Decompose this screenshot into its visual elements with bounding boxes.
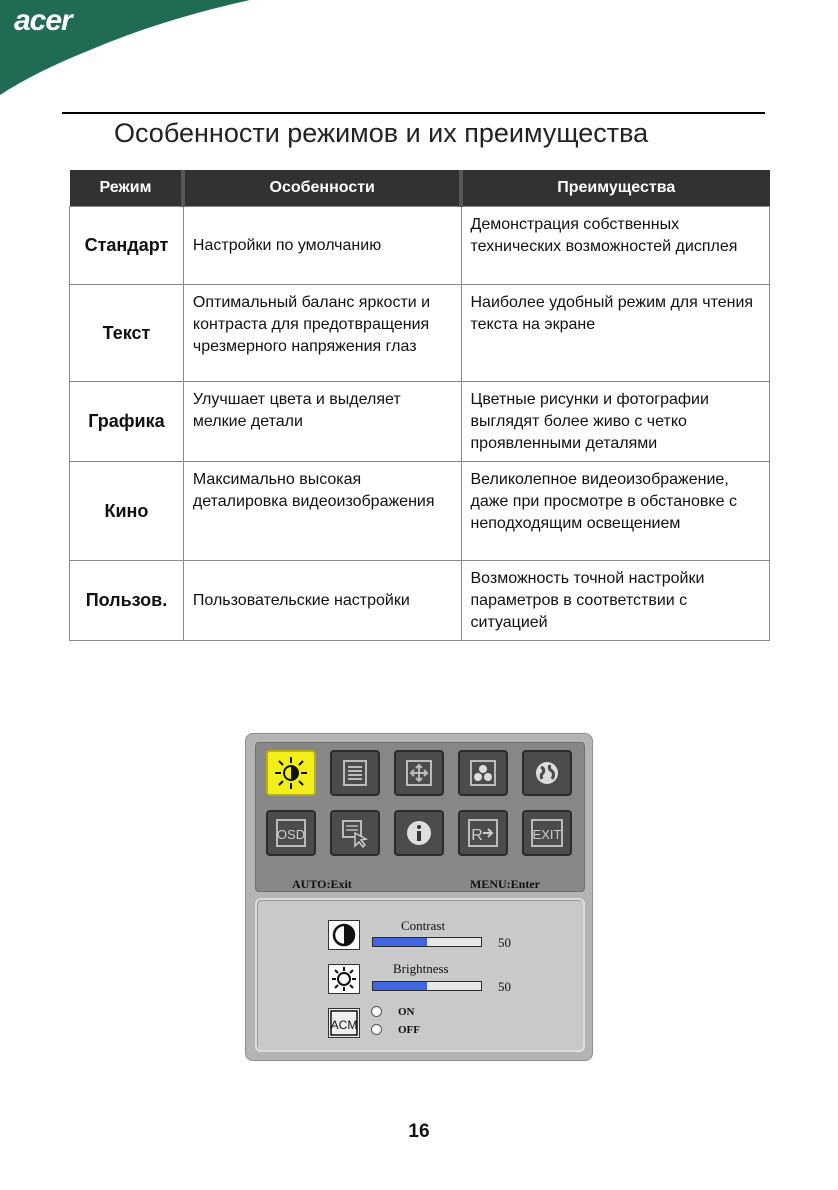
brightness-label: Brightness xyxy=(393,961,449,976)
osd-menu xyxy=(245,733,593,1061)
mode-cell: Стандарт xyxy=(70,206,184,284)
mode-cell: Текст xyxy=(70,284,184,381)
feature-cell: Настройки по умолчанию xyxy=(183,206,461,284)
benefit-cell: Цветные рисунки и фотографии выглядят более живо с четко проявленными деталями xyxy=(461,381,770,461)
mode-cell: Кино xyxy=(70,461,184,560)
contrast-label: Contrast xyxy=(401,918,446,933)
acm-icon xyxy=(328,1008,360,1038)
reset-tile-label: R xyxy=(471,827,483,844)
header-rule xyxy=(62,112,765,114)
color-icon[interactable] xyxy=(458,750,508,796)
position-icon[interactable] xyxy=(394,750,444,796)
table-row xyxy=(70,206,770,284)
osd-tile-grid xyxy=(255,742,585,892)
mode-cell: Графика xyxy=(70,381,184,461)
information-icon[interactable] xyxy=(394,810,444,856)
brightness-icon[interactable] xyxy=(266,750,316,796)
acm-label: ACM xyxy=(330,1018,358,1032)
page-heading: Особенности режимов и их преимущества xyxy=(114,118,649,148)
brightness-small-icon xyxy=(328,964,360,994)
reset-icon[interactable] xyxy=(458,810,508,856)
acm-on-label: ON xyxy=(398,1006,415,1018)
osd-controls-panel xyxy=(255,898,585,1052)
table-row xyxy=(70,381,770,461)
language-icon[interactable] xyxy=(522,750,572,796)
auto-exit-hint: AUTO:Exit xyxy=(292,877,352,891)
feature-cell: Улучшает цвета и выделяет мелкие детали xyxy=(183,381,461,461)
header-mode: Режим xyxy=(70,170,184,206)
acer-logo: acer xyxy=(14,4,72,37)
benefit-cell: Демонстрация собственных технических возможностей дисплея xyxy=(461,206,770,284)
brightness-value: 50 xyxy=(498,979,511,994)
brightness-slider[interactable] xyxy=(372,981,482,991)
osd-tile-label: OSD xyxy=(276,827,306,842)
benefit-cell: Возможность точной настройки параметров в соответствии с ситуацией xyxy=(461,560,770,640)
benefit-cell: Наиболее удобный режим для чтения текста на экране xyxy=(461,284,770,381)
table-row xyxy=(70,284,770,381)
contrast-icon xyxy=(328,920,360,950)
brightness-slider-fill xyxy=(373,982,427,990)
header-benefits: Преимущества xyxy=(461,170,770,206)
exit-icon[interactable] xyxy=(522,810,572,856)
menu-enter-hint: MENU:Enter xyxy=(470,877,540,891)
contrast-slider[interactable] xyxy=(372,937,482,947)
feature-cell: Максимально высокая деталировка видеоизображения xyxy=(183,461,461,560)
header-features: Особенности xyxy=(183,170,461,206)
osd-settings-icon[interactable] xyxy=(266,810,316,856)
mode-cell: Пользов. xyxy=(70,560,184,640)
contrast-slider-fill xyxy=(373,938,427,946)
benefit-cell: Великолепное видеоизображение, даже при просмотре в обстановке с неподходящим освещением xyxy=(461,461,770,560)
acm-on-radio[interactable] xyxy=(371,1006,382,1017)
feature-cell: Оптимальный баланс яркости и контраста для предотвращения чрезмерного напряжения глаз xyxy=(183,284,461,381)
table-header-row xyxy=(70,170,770,206)
page-number: 16 xyxy=(408,1121,430,1142)
acm-off-radio[interactable] xyxy=(371,1024,382,1035)
modes-table xyxy=(69,170,770,641)
table-row xyxy=(70,560,770,640)
feature-cell: Пользовательские настройки xyxy=(183,560,461,640)
image-setup-icon[interactable] xyxy=(330,750,380,796)
acm-off-label: OFF xyxy=(398,1024,420,1036)
table-row xyxy=(70,461,770,560)
setup-icon[interactable] xyxy=(330,810,380,856)
contrast-value: 50 xyxy=(498,935,511,950)
exit-tile-label: EXIT xyxy=(532,827,562,842)
